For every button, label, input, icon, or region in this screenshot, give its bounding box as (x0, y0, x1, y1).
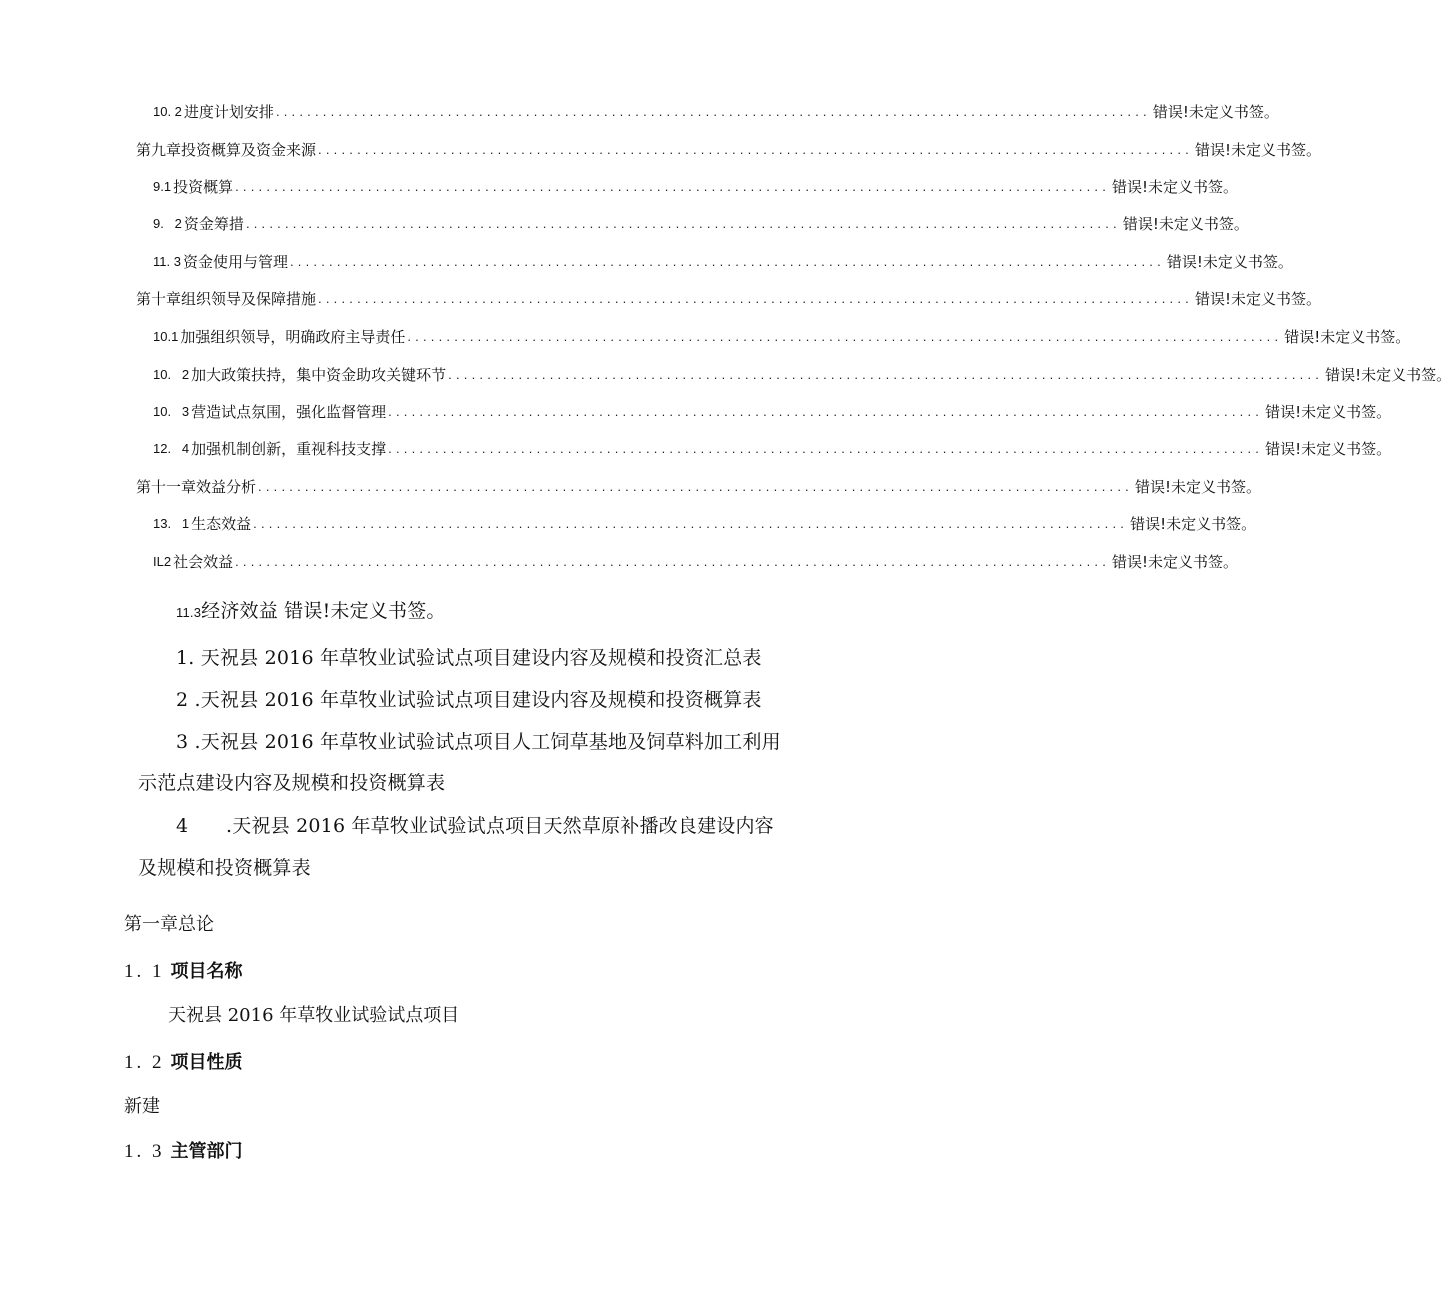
section-heading (124, 1049, 243, 1076)
toc-entry[interactable] (153, 213, 1249, 235)
toc-entry-title: 第十章组织领导及保障措施 (136, 290, 317, 308)
toc-dot-leader: ................................................................................................................ (245, 216, 1121, 231)
toc-entry-number: 10.1 (153, 329, 179, 344)
toc-entry-ref: 错误!未定义书签。 (1194, 141, 1321, 159)
toc-entry-ref: 错误!未定义书签。 (1122, 215, 1249, 233)
toc-entry[interactable] (136, 288, 1321, 310)
toc-entry[interactable] (153, 326, 1411, 348)
toc-entry-number: 12. 4 (153, 441, 190, 456)
toc-entry-ref: 错误!未定义书签。 (1112, 553, 1239, 571)
toc-entry[interactable] (153, 401, 1392, 423)
appendix-item-4-number: 4 (176, 815, 189, 837)
toc-entry-number: 11.3 (176, 605, 202, 620)
toc-dot-leader: ................................................................................................................ (407, 329, 1283, 344)
toc-entry-ref: 错误!未定义书签。 (1284, 328, 1411, 346)
toc-dot-leader: ................................................................................................................ (448, 367, 1324, 382)
toc-dot-leader: ................................................................................................................ (318, 291, 1193, 306)
section-body: 新建 (124, 1096, 160, 1117)
toc-entry[interactable] (136, 139, 1321, 161)
appendix-item-4-line-1: .天祝县 2016 年草牧业试验试点项目天然草原补播改良建设内容 (226, 815, 774, 837)
toc-entry-title: 营造试点氛围，强化监督管理 (191, 403, 387, 421)
toc-entry-title: 生态效益 (191, 515, 252, 533)
toc-dot-leader: ................................................................................................................ (275, 104, 1151, 119)
toc-entry[interactable] (153, 513, 1257, 535)
toc-entry-number: 10. 3 (153, 404, 190, 419)
toc-dot-leader: ................................................................................................................ (388, 404, 1264, 419)
toc-dot-leader: ................................................................................................................ (235, 179, 1111, 194)
toc-entry-title: 进度计划安排 (183, 103, 274, 121)
toc-entry-title: 加强组织领导，明确政府主导责任 (180, 328, 406, 346)
toc-dot-leader: ................................................................................................................ (258, 479, 1133, 494)
toc-entry[interactable] (153, 551, 1239, 573)
toc-entry[interactable] (136, 476, 1261, 498)
chapter-title: 第一章总论 (124, 914, 214, 935)
toc-entry-ref: 错误!未定义书签。 (1265, 440, 1392, 458)
toc-dot-leader: ................................................................................................................ (318, 142, 1193, 157)
section-number: 1. 3 (124, 1141, 165, 1162)
toc-entry-text: 经济效益 错误!未定义书签。 (201, 600, 446, 622)
toc-entry-number: 9. 2 (153, 216, 182, 231)
toc-entry-title: 投资概算 (173, 178, 234, 196)
appendix-item-2: 2 .天祝县 2016 年草牧业试验试点项目建设内容及规模和投资概算表 (176, 689, 762, 711)
toc-entry-title: 加大政策扶持，集中资金助攻关键环节 (191, 366, 447, 384)
toc-entry[interactable] (153, 176, 1239, 198)
toc-dot-leader: ................................................................................................................ (235, 554, 1111, 569)
toc-entry-number: 10. 2 (153, 104, 182, 119)
section-number: 1. 1 (124, 961, 165, 982)
toc-entry-title: 第十一章效益分析 (136, 478, 257, 496)
appendix-item-3-line-2: 示范点建设内容及规模和投资概算表 (138, 772, 446, 794)
toc-entry-ref: 错误!未定义书签。 (1130, 515, 1257, 533)
toc-entry-ref: 错误!未定义书签。 (1134, 478, 1261, 496)
section-number: 1. 2 (124, 1052, 165, 1073)
toc-entry-number: 10. 2 (153, 367, 190, 382)
toc-entry-number: 13. 1 (153, 516, 190, 531)
toc-entry[interactable] (153, 251, 1293, 273)
toc-entry-number: 11. 3 (153, 254, 181, 269)
toc-entry-ref: 错误!未定义书签。 (1265, 403, 1392, 421)
toc-entry-unformatted[interactable] (176, 598, 446, 626)
toc-entry-ref: 错误!未定义书签。 (1325, 366, 1451, 384)
toc-entry-ref: 错误!未定义书签。 (1112, 178, 1239, 196)
toc-entry-number: 9.1 (153, 179, 172, 194)
toc-entry-title: 社会效益 (173, 553, 234, 571)
toc-dot-leader: ................................................................................................................ (289, 254, 1165, 269)
toc-entry-ref: 错误!未定义书签。 (1194, 290, 1321, 308)
toc-entry-title: 第九章投资概算及资金来源 (136, 141, 317, 159)
toc-entry-title: 资金使用与管理 (182, 253, 288, 271)
toc-entry-title: 加强机制创新，重视科技支撑 (191, 440, 387, 458)
section-heading (124, 1138, 243, 1165)
section-title: 项目名称 (170, 961, 243, 982)
section-body: 天祝县 2016 年草牧业试验试点项目 (168, 1005, 460, 1026)
appendix-item-4-line-2: 及规模和投资概算表 (138, 857, 311, 879)
toc-entry[interactable] (153, 101, 1279, 123)
appendix-item-3-line-1: 3 .天祝县 2016 年草牧业试验试点项目人工饲草基地及饲草料加工利用 (176, 731, 781, 753)
toc-entry-ref: 错误!未定义书签。 (1166, 253, 1293, 271)
toc-dot-leader: ................................................................................................................ (388, 441, 1264, 456)
section-title: 主管部门 (170, 1141, 243, 1162)
toc-entry-number: IL2 (153, 554, 172, 569)
toc-entry-ref: 错误!未定义书签。 (1152, 103, 1279, 121)
toc-dot-leader: ................................................................................................................ (253, 516, 1129, 531)
section-heading (124, 958, 243, 985)
section-title: 项目性质 (170, 1052, 243, 1073)
toc-entry-title: 资金筹措 (183, 215, 244, 233)
toc-entry[interactable] (153, 364, 1451, 386)
appendix-item-1: 1. 天祝县 2016 年草牧业试验试点项目建设内容及规模和投资汇总表 (176, 647, 762, 669)
toc-entry[interactable] (153, 438, 1392, 460)
